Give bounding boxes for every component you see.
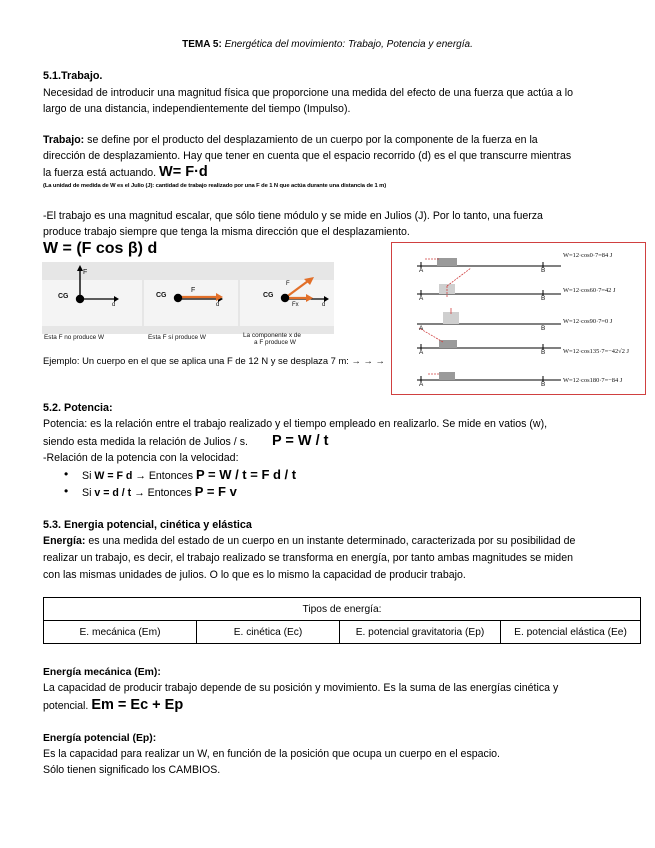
work-examples-diagram (391, 242, 646, 395)
panel2-cg-label: CG (156, 292, 167, 299)
bullet2-result: P = F v (194, 484, 237, 499)
row1-b-label: B (541, 267, 546, 274)
trabajo-def-line3-text: la fuerza está actuando. (43, 167, 157, 179)
row2-a-label: A (419, 295, 424, 302)
energia-def-text: es una medida del estado de un cuerpo en un instante determinado, caracterizada por su posibilidad de (85, 535, 576, 547)
potencia-line1: Potencia: es la relación entre el trabajo realizado y el tiempo empleado en realizarlo. Se mide en vatios (w), (43, 418, 548, 430)
panel2-d-label: d (216, 302, 220, 308)
row4-a-label: A (419, 349, 424, 356)
formula-p: P = W / t (271, 433, 329, 449)
row2-b-label: B (541, 295, 546, 302)
panel2-f-label: F (191, 287, 196, 294)
table-header-row (44, 598, 641, 621)
row1-a-label: A (419, 267, 424, 274)
trabajo-def-line3 (43, 164, 208, 181)
bullet-item (64, 483, 296, 500)
potencia-line3: -Relación de la potencia con la velocidad: (43, 452, 239, 464)
row5-result: W=12·cos180·7=−84 J (563, 377, 623, 384)
panel3-d-label: d (322, 302, 326, 308)
row5-b-label: B (541, 381, 546, 388)
trabajo-def-text: se define por el producto del desplazamiento de un cuerpo por la componente de la fuerza en la (84, 134, 538, 146)
section-heading-trabajo: 5.1.Trabajo. (43, 70, 103, 82)
panel1-cg-label: CG (58, 293, 69, 300)
potencia-line2-text: siendo esta medida la relación de Julios / s. (43, 436, 248, 448)
potencial-line1: Es la capacidad para realizar un W, en función de la posición que ocupa un cuerpo en el espacio. (43, 748, 501, 760)
panel3-caption-line2: a F produce W (254, 339, 296, 346)
panel1-caption: Esta F no produce W (44, 334, 105, 341)
formula-w-fd: W= F·d (159, 164, 208, 180)
trabajo-def-line1 (43, 132, 538, 148)
bullet-item (64, 466, 296, 483)
unit-note: (La unidad de medida de W es el Julio (J): cantidad de trabajo realizado por una F de 1 N que actúa durante una distancia de 1 m) (43, 183, 387, 189)
formula-em: Em = Ec + Ep (91, 697, 184, 713)
scalar-line1: -El trabajo es una magnitud escalar, que sólo tiene módulo y se mide en Julios (J). Por lo tanto, una fuerza (43, 210, 543, 222)
section-heading-energia: 5.3. Energia potencial, cinética y elástica (43, 519, 252, 531)
table-cell-cinetica: E. cinética (Ec) (197, 621, 340, 644)
panel1-f-label: F (83, 269, 88, 276)
potencia-bullets (64, 466, 296, 500)
scalar-line2: produce trabajo siempre que tenga la misma dirección que el desplazamiento. (43, 226, 410, 238)
trabajo-def-line2: dirección de desplazamiento. Hay que tener en cuenta que el espacio recorrido (d) es el que transcurre mientras (43, 150, 572, 162)
energia-def-label: Energía: (43, 535, 86, 547)
row2-result: W=12·cos60·7=42 J (563, 287, 616, 294)
bullet1-result: P = W / t = F d / t (195, 467, 297, 482)
table-cell-potencial-grav: E. potencial gravitatoria (Ep) (340, 621, 501, 644)
example-line: Ejemplo: Un cuerpo en el que se aplica una F de 12 N y se desplaza 7 m: → → → (43, 355, 385, 366)
panel3-fx-label: Fx (292, 302, 299, 308)
heading-energia-mecanica: Energía mecánica (Em): (43, 667, 161, 678)
panel1-cg-dot (76, 295, 84, 303)
panel1-d-label: d (112, 302, 116, 308)
mecanica-line1: La capacidad de producir trabajo depende de su posición y movimiento. Es la suma de las energías cinética y (43, 682, 559, 694)
trabajo-def-label: Trabajo: (43, 134, 85, 146)
row3-result: W=12·cos90·7=0 J (563, 318, 613, 325)
trabajo-intro-line1: Necesidad de introducir una magnitud física que proporcione una medida del efecto de una fuerza que actúa a lo (43, 87, 574, 99)
trabajo-intro-line2: largo de una distancia, independientemente del tiempo (Impulso). (43, 103, 351, 115)
row4-b-label: B (541, 349, 546, 356)
bullet2-cond: v = d / t (94, 487, 132, 499)
bullet2-arrow: → Entonces (131, 487, 195, 499)
panel3-f-label: F (286, 281, 290, 287)
table-cell-potencial-elast: E. potencial elástica (Ee) (501, 621, 641, 644)
row3-b-label: B (541, 325, 546, 332)
potencial-line2: Sólo tienen significado los CAMBIOS. (43, 764, 221, 776)
table-row (44, 621, 641, 644)
page-title (0, 39, 655, 50)
tema-title: Energética del movimiento: Trabajo, Potencia y energía. (224, 39, 473, 50)
table-header-cell: Tipos de energía: (44, 598, 641, 621)
work-force-diagram (42, 262, 334, 346)
energia-line1 (43, 533, 575, 549)
panel1-bg (42, 280, 142, 326)
row1-block (437, 258, 457, 266)
row4-result: W=12·cos135·7=−42√2 J (563, 348, 629, 355)
row1-result: W=12·cos0·7=84 J (563, 252, 613, 259)
mecanica-line2-text: potencial. (43, 700, 89, 712)
bullet1-si: Si (82, 470, 95, 482)
row5-block (439, 372, 455, 380)
panel3-caption-line1: La componente x de (243, 332, 301, 339)
bullet1-arrow: → Entonces (132, 470, 196, 482)
table-cell-mecanica: E. mecánica (Em) (44, 621, 197, 644)
bullet1-cond: W = F d (94, 470, 133, 482)
panel3-cg-label: CG (263, 292, 274, 299)
row5-a-label: A (419, 381, 424, 388)
panel2-caption: Esta F sí produce W (148, 334, 206, 341)
section-heading-potencia: 5.2. Potencia: (43, 402, 113, 414)
formula-w-cos: W = (F cos β) d (43, 240, 158, 257)
mecanica-line2 (43, 697, 183, 714)
panel2-cg-dot (174, 294, 182, 302)
energy-types-table (43, 597, 641, 644)
panel3-cg-dot (281, 294, 289, 302)
bullet2-si: Si (82, 487, 95, 499)
tema-label: TEMA 5: (182, 39, 222, 50)
energia-line3: con las mismas unidades de julios. O lo que es lo mismo la capacidad de producir trabajo. (43, 569, 466, 581)
heading-energia-potencial: Energía potencial (Ep): (43, 733, 157, 744)
energia-line2: realizar un trabajo, es decir, el trabajo realizado se transforma en energía, por tanto ambas magnitudes se miden (43, 552, 573, 564)
row3-a-label: A (419, 325, 424, 332)
potencia-line2 (43, 433, 328, 450)
